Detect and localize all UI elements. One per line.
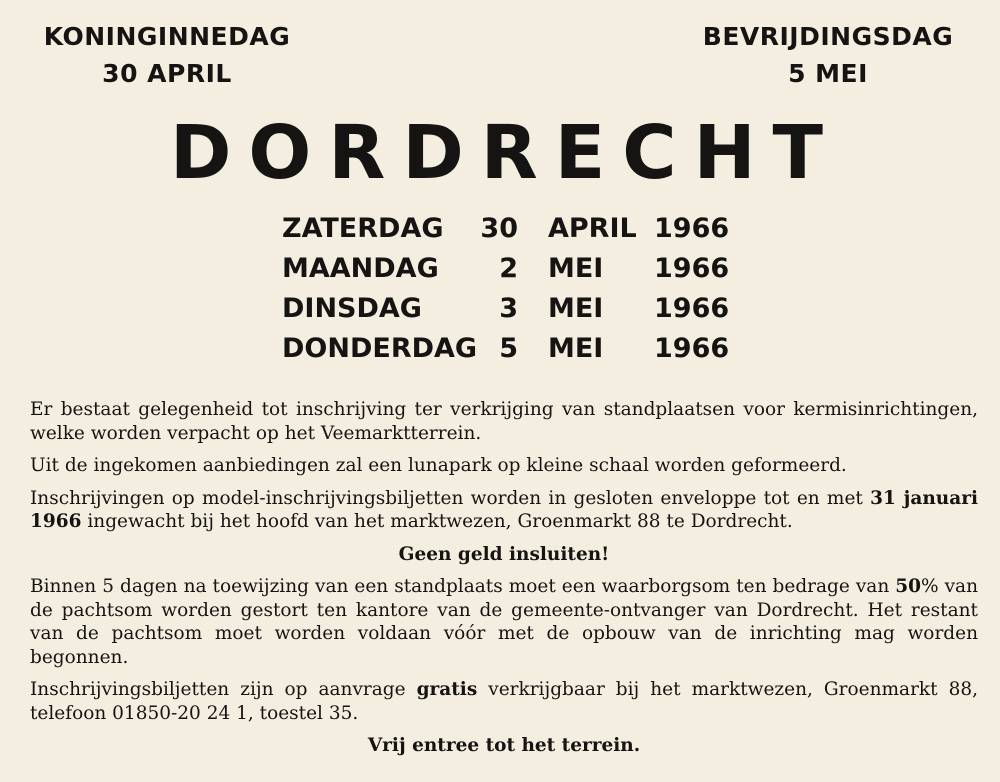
corner-left-line2: 30 APRIL xyxy=(102,59,232,88)
percentage-value: 50 xyxy=(895,576,921,597)
date-day: DONDERDAG xyxy=(282,333,478,364)
notice-free-entry: Vrij entree tot het terrein. xyxy=(367,735,641,756)
paragraph-lunapark: Uit de ingekomen aanbiedingen zal een lunapark op kleine schaal worden geformeerd. xyxy=(30,455,847,476)
paragraph-biljetten-text-a: Inschrijvingsbiljetten zijn op aanvrage xyxy=(30,679,417,700)
date-year: 1966 xyxy=(654,253,730,284)
date-day: DINSDAG xyxy=(282,293,422,324)
date-number: 2 xyxy=(499,253,518,284)
date-month: MEI xyxy=(548,253,604,284)
date-year: 1966 xyxy=(654,213,730,244)
notice-no-money: Geen geld insluiten! xyxy=(398,543,610,565)
corner-left-line1: KONINGINNEDAG xyxy=(43,22,291,51)
paragraph-waarborgsom xyxy=(30,575,978,669)
date-month: MEI xyxy=(548,333,604,364)
page-title: DORDRECHT xyxy=(170,110,840,196)
date-year: 1966 xyxy=(654,333,730,364)
deadline-date: 31 januari 1966 xyxy=(30,487,979,532)
date-day: MAANDAG xyxy=(282,253,439,284)
corner-bevrijdingsdag xyxy=(678,18,978,92)
paragraph-biljetten-text-b: verkrijgbaar bij het marktwezen, Groenmarkt 88, telefoon 01850-20 24 1, toestel 35. xyxy=(30,679,978,724)
paragraph-waarborgsom-text-a: Binnen 5 dagen na toewijzing van een standplaats moet een waarborgsom ten bedrage van xyxy=(30,576,896,597)
corner-koninginnedag xyxy=(22,18,312,92)
paragraph-deadline xyxy=(30,487,978,534)
paragraph-deadline-text-b: ingewacht bij het hoofd van het marktwezen, Groenmarkt 88 te Dordrecht. xyxy=(81,511,793,532)
paragraph-waarborgsom-text-b: % van de pachtsom worden gestort ten kantore van de gemeente-ontvanger van Dordrecht. Het restant van de pachtsom moet worden voldaan vóór met de opbouw van de inrichting mag worden begonnen. xyxy=(30,576,978,668)
date-number: 30 xyxy=(480,213,518,244)
paragraph-inschrijving: Er bestaat gelegenheid tot inschrijving ter verkrijging van standplaatsen voor kermisinrichtingen, welke worden verpacht op het Veemarktterrein. xyxy=(30,399,978,444)
date-day: ZATERDAG xyxy=(282,213,444,244)
paragraph-deadline-text-a: Inschrijvingen op model-inschrijvingsbiljetten worden in gesloten enveloppe tot en met xyxy=(30,487,871,509)
date-number: 3 xyxy=(499,293,518,324)
date-month: MEI xyxy=(548,293,604,324)
gratis-label: gratis xyxy=(416,679,478,700)
date-month: APRIL xyxy=(548,213,637,244)
body-text xyxy=(30,398,978,767)
paragraph-biljetten xyxy=(30,678,978,725)
date-number: 5 xyxy=(499,333,518,364)
corner-right-line2: 5 MEI xyxy=(788,59,868,88)
corner-right-line1: BEVRIJDINGSDAG xyxy=(702,22,954,51)
date-year: 1966 xyxy=(654,293,730,324)
